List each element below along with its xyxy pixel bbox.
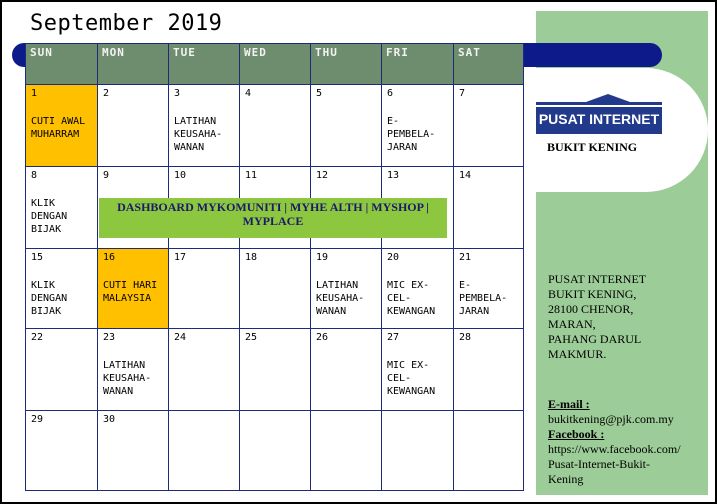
day-number: 27 xyxy=(387,332,400,343)
week-row xyxy=(26,329,524,411)
logo-name: PUSAT INTERNET xyxy=(538,111,660,127)
day-event: LATIHAN KEUSAHA- WANAN xyxy=(174,116,223,153)
facebook-link[interactable]: Kening xyxy=(548,472,584,486)
day-cell[interactable] xyxy=(98,85,169,167)
holiday-day-cell[interactable] xyxy=(26,85,98,167)
day-cell[interactable] xyxy=(240,85,311,167)
weekday-fri: FRI xyxy=(382,44,454,85)
day-cell[interactable] xyxy=(98,411,169,491)
day-cell[interactable] xyxy=(454,85,524,167)
day-cell[interactable] xyxy=(454,329,524,411)
day-number: 21 xyxy=(459,252,472,263)
day-event: E- PEMBELA- JARAN xyxy=(459,280,508,317)
day-number: 2 xyxy=(103,88,110,99)
weekday-wed: WED xyxy=(240,44,311,85)
day-number: 3 xyxy=(174,88,181,99)
day-number: 22 xyxy=(31,332,44,343)
address-line: MAKMUR. xyxy=(548,347,607,361)
day-cell[interactable] xyxy=(169,85,240,167)
day-event: CUTI AWAL MUHARRAM xyxy=(31,116,86,140)
day-number: 9 xyxy=(103,170,110,181)
address-block xyxy=(548,272,698,362)
logo-subtitle: BUKIT KENING xyxy=(547,140,638,154)
day-number: 15 xyxy=(31,252,44,263)
day-cell[interactable] xyxy=(98,329,169,411)
day-number: 26 xyxy=(316,332,329,343)
facebook-label: Facebook : xyxy=(548,427,605,441)
weekday-mon: MON xyxy=(98,44,169,85)
calendar-grid xyxy=(25,43,524,491)
day-cell[interactable] xyxy=(26,249,98,329)
dashboard-banner: DASHBOARD MYKOMUNITI | MYHE ALTH | MYSHOP | MYPLACE xyxy=(99,198,447,238)
day-cell[interactable] xyxy=(26,329,98,411)
day-number: 7 xyxy=(459,88,466,99)
day-cell[interactable] xyxy=(382,249,454,329)
day-number: 13 xyxy=(387,170,400,181)
weekday-thu: THU xyxy=(311,44,382,85)
day-number: 10 xyxy=(174,170,187,181)
email-link[interactable]: bukitkening@pjk.com.my xyxy=(548,412,674,426)
day-cell[interactable] xyxy=(382,411,454,491)
address-line: BUKIT KENING, xyxy=(548,287,637,301)
facebook-link[interactable]: Pusat-Internet-Bukit- xyxy=(548,457,650,471)
day-cell[interactable] xyxy=(454,249,524,329)
day-number: 29 xyxy=(31,414,44,425)
day-cell[interactable] xyxy=(26,167,98,249)
day-event: CUTI HARI MALAYSIA xyxy=(103,280,158,304)
day-cell[interactable] xyxy=(311,329,382,411)
day-number: 5 xyxy=(316,88,323,99)
day-cell[interactable] xyxy=(169,411,240,491)
day-number: 16 xyxy=(103,252,116,263)
day-cell[interactable] xyxy=(240,249,311,329)
day-cell[interactable] xyxy=(311,249,382,329)
day-cell[interactable] xyxy=(454,167,524,249)
day-number: 30 xyxy=(103,414,116,425)
day-number: 24 xyxy=(174,332,187,343)
day-number: 20 xyxy=(387,252,400,263)
email-label: E-mail : xyxy=(548,397,590,411)
weekday-sun: SUN xyxy=(26,44,98,85)
address-line: MARAN, xyxy=(548,317,596,331)
day-cell[interactable] xyxy=(240,329,311,411)
day-event: LATIHAN KEUSAHA- WANAN xyxy=(316,280,365,317)
day-number: 1 xyxy=(31,88,38,99)
day-event: LATIHAN KEUSAHA- WANAN xyxy=(103,360,152,397)
day-number: 25 xyxy=(245,332,258,343)
week-row xyxy=(26,249,524,329)
day-event: MIC EX- CEL- KEWANGAN xyxy=(387,280,436,317)
address-line: PAHANG DARUL xyxy=(548,332,642,346)
day-cell[interactable] xyxy=(311,411,382,491)
day-number: 12 xyxy=(316,170,329,181)
day-number: 23 xyxy=(103,332,116,343)
day-cell[interactable] xyxy=(26,411,98,491)
roof-icon xyxy=(586,94,630,102)
day-number: 14 xyxy=(459,170,472,181)
day-cell[interactable] xyxy=(454,411,524,491)
logo-stripe xyxy=(536,105,662,107)
contact-block xyxy=(548,397,708,487)
day-event: E- PEMBELA- JARAN xyxy=(387,116,436,153)
holiday-day-cell[interactable] xyxy=(98,249,169,329)
day-number: 18 xyxy=(245,252,258,263)
day-number: 28 xyxy=(459,332,472,343)
day-cell[interactable] xyxy=(382,85,454,167)
day-number: 8 xyxy=(31,170,38,181)
day-number: 11 xyxy=(245,170,258,181)
pusat-internet-logo xyxy=(536,102,662,134)
month-title: September 2019 xyxy=(30,11,223,36)
address-line: PUSAT INTERNET xyxy=(548,272,647,286)
day-cell[interactable] xyxy=(240,411,311,491)
day-number: 6 xyxy=(387,88,394,99)
day-event: KLIK DENGAN BIJAK xyxy=(31,280,68,317)
day-number: 19 xyxy=(316,252,329,263)
day-event: KLIK DENGAN BIJAK xyxy=(31,198,68,235)
day-cell[interactable] xyxy=(382,329,454,411)
weekday-header-row xyxy=(26,44,524,85)
week-row xyxy=(26,85,524,167)
weekday-tue: TUE xyxy=(169,44,240,85)
day-cell[interactable] xyxy=(311,85,382,167)
day-cell[interactable] xyxy=(169,249,240,329)
day-cell[interactable] xyxy=(169,329,240,411)
day-event: MIC EX- CEL- KEWANGAN xyxy=(387,360,436,397)
address-line: 28100 CHENOR, xyxy=(548,302,634,316)
day-number: 17 xyxy=(174,252,187,263)
week-row xyxy=(26,411,524,491)
facebook-link[interactable]: https://www.facebook.com/ xyxy=(548,442,681,456)
day-number: 4 xyxy=(245,88,252,99)
weekday-sat: SAT xyxy=(454,44,524,85)
